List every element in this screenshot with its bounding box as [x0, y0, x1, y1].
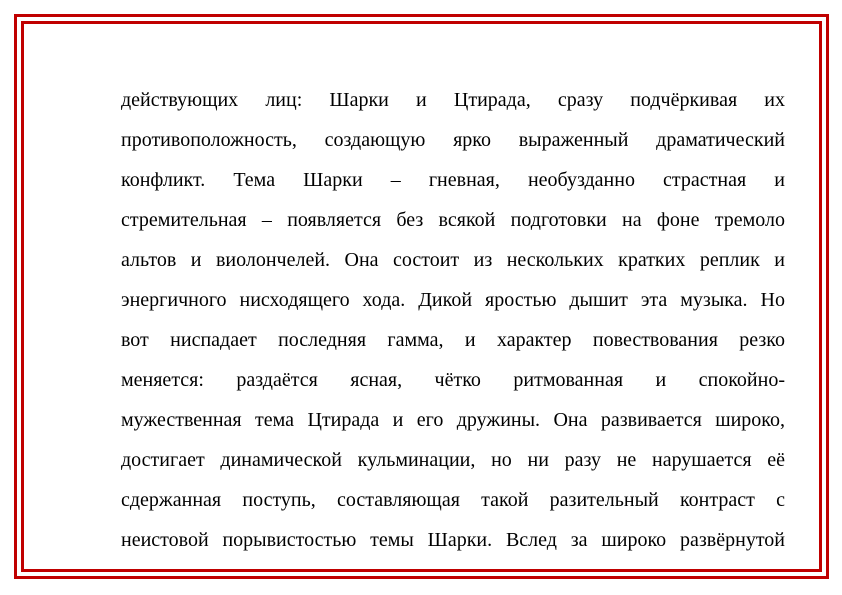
text-line: конфликт. Тема Шарки – гневная, необузданно страстная и [121, 169, 785, 191]
text-line: альтов и виолончелей. Она состоит из нескольких кратких реплик и [121, 249, 785, 271]
text-line: достигает динамической кульминации, но ни разу не нарушается её [121, 449, 785, 471]
text-line: мужественная тема Цтирада и его дружины. Она развивается широко, [121, 409, 785, 431]
text-line: противоположность, создающую ярко выраженный драматический [121, 129, 785, 151]
text-line: энергичного нисходящего хода. Дикой яростью дышит эта музыка. Но [121, 289, 785, 311]
text-line: неистовой порывистостью темы Шарки. Вслед за широко развёрнутой [121, 529, 785, 551]
text-line: сдержанная поступь, составляющая такой разительный контраст с [121, 489, 785, 511]
document-body-text [121, 80, 785, 560]
text-line: вот ниспадает последняя гамма, и характер повествования резко [121, 329, 785, 351]
text-line: меняется: раздаётся ясная, чётко ритмованная и спокойно- [121, 369, 785, 391]
text-line: действующих лиц: Шарки и Цтирада, сразу подчёркивая их [121, 89, 785, 111]
text-line: стремительная – появляется без всякой подготовки на фоне тремоло [121, 209, 785, 231]
